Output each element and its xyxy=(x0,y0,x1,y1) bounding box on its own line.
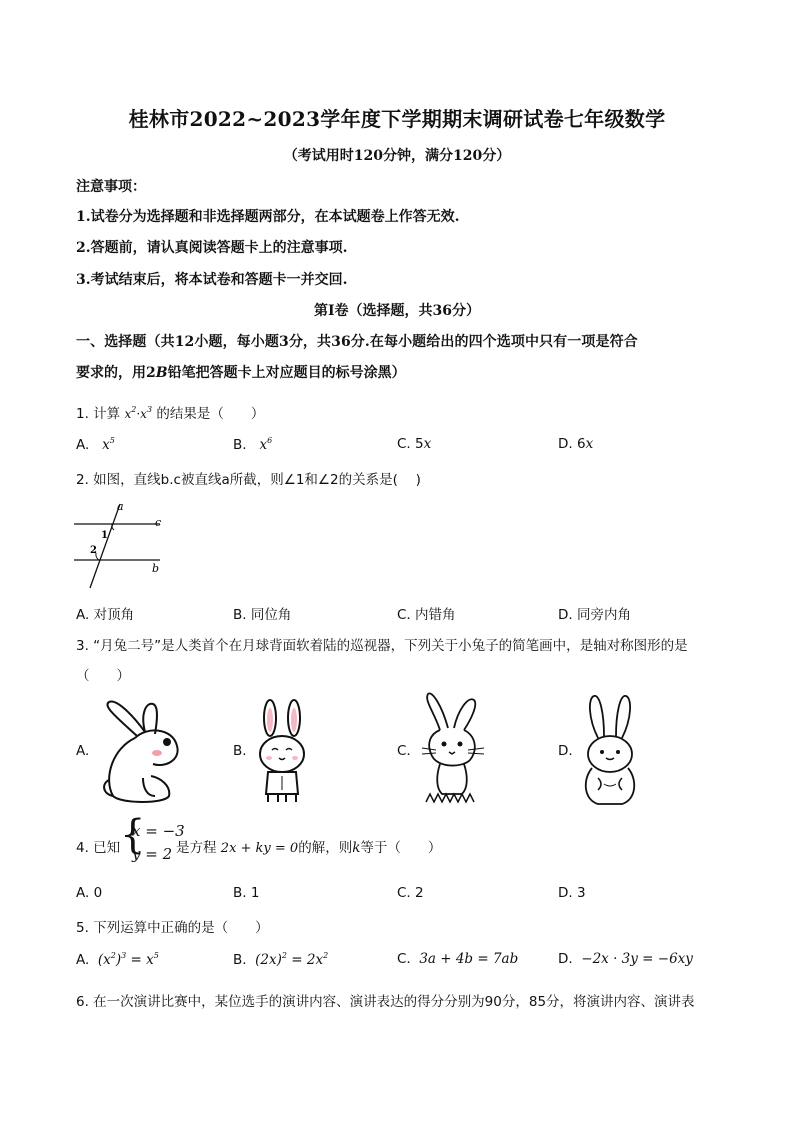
question-6-stem: 6. 在一次演讲比赛中，某位选手的演讲内容、演讲表达的得分分别为90分，85分，将演讲内容、演讲表 xyxy=(76,994,695,1010)
q3-option-c-label: C. xyxy=(397,743,411,759)
q5-option-d: D. −2x · 3y = −6xy xyxy=(558,951,693,967)
notes-item-3: 3.考试结束后，将本试卷和答题卡一并交回. xyxy=(76,272,348,288)
notes-item-2: 2.答题前，请认真阅读答题卡上的注意事项. xyxy=(76,240,348,256)
q1-stem-start: 1. 计算 xyxy=(76,406,121,422)
rabbit-a-image xyxy=(95,698,185,808)
q2-option-b: B. 同位角 xyxy=(233,607,292,623)
section-instruction-line1: 一、选择题（共12小题，每小题3分，共36分.在每小题给出的四个选项中只有一项是符合 xyxy=(76,334,638,350)
q2-option-d: D. 同旁内角 xyxy=(558,607,631,623)
q4-stem-start: 4. 已知 xyxy=(76,840,121,856)
label-c: c xyxy=(155,516,162,529)
notes-item-1: 1.试卷分为选择题和非选择题两部分，在本试题卷上作答无效. xyxy=(76,209,460,225)
q1-expression: $x^2\cdot x^3$ xyxy=(124,405,153,421)
q3-option-b-label: B. xyxy=(233,743,247,759)
q2-option-a: A. 对顶角 xyxy=(76,607,135,623)
q1-option-a: A. $x^5$ xyxy=(76,436,115,453)
page-title: 桂林市2022~2023学年度下学期期末调研试卷七年级数学 xyxy=(128,107,666,131)
instruction-text: 要求的，用2 xyxy=(76,365,156,381)
q4-option-c: C. 2 xyxy=(397,885,424,901)
q4-equation: 2x + ky = 0 xyxy=(220,841,299,856)
q4-stem-middle: 是方程 2x + ky = 0的解，则k等于（ ） xyxy=(176,840,442,856)
q4-option-b: B. 1 xyxy=(233,885,260,901)
question-3-stem-line1: 3. “月兔二号”是人类首个在月球背面软着陆的巡视器，下列关于小兔子的简笔画中，是轴对称图形的是 xyxy=(76,638,688,654)
rabbit-d-image xyxy=(578,694,642,810)
rabbit-b-image xyxy=(252,698,312,808)
q5-option-c: C. 3a + 4b = 7ab xyxy=(397,951,519,967)
question-1-stem xyxy=(76,402,264,422)
instruction-pencil-grade: B xyxy=(155,365,168,381)
q3-option-d-label: D. xyxy=(558,743,573,759)
rabbit-c-image xyxy=(418,690,488,808)
q4-eq-2: y = 2 xyxy=(132,845,173,863)
section-instruction-line2 xyxy=(76,362,406,382)
instruction-text-end: 铅笔把答题卡上对应题目的标号涂黑） xyxy=(167,365,406,381)
label-angle-2: 2 xyxy=(90,545,97,556)
question-2-stem: 2. 如图，直线b.c被直线a所截，则∠1和∠2的关系是( ) xyxy=(76,472,421,488)
question-5-stem: 5. 下列运算中正确的是（ ） xyxy=(76,920,269,936)
q5-option-b: B. $(2x)^2 = 2x^2$ xyxy=(233,951,329,968)
q4-system-brace: { xyxy=(120,812,146,858)
notes-heading: 注意事项： xyxy=(76,179,146,195)
q1-stem-end: 的结果是（ ） xyxy=(156,406,265,422)
section-heading: 第Ⅰ卷（选择题，共36分） xyxy=(313,303,481,319)
question-3-stem-line2: （ ） xyxy=(76,668,130,684)
q2-option-c: C. 内错角 xyxy=(397,607,456,623)
q4-eq-1: x = −3 xyxy=(132,822,185,840)
q1-option-b: B. $x^6$ xyxy=(233,436,273,453)
q2-parallel-lines-figure xyxy=(72,498,172,593)
label-a: a xyxy=(117,500,124,513)
q4-option-d: D. 3 xyxy=(558,885,586,901)
label-b: b xyxy=(152,562,160,575)
q1-option-d: D. 6x xyxy=(558,436,594,452)
q5-option-a: A. $(x^2)^3 = x^5$ xyxy=(76,951,159,968)
q3-option-a-label: A. xyxy=(76,743,90,759)
label-angle-1: 1 xyxy=(101,530,108,541)
q4-option-a: A. 0 xyxy=(76,885,103,901)
q1-option-c: C. 5x xyxy=(397,436,432,452)
exam-subtitle: （考试用时120分钟，满分120分） xyxy=(283,148,511,164)
